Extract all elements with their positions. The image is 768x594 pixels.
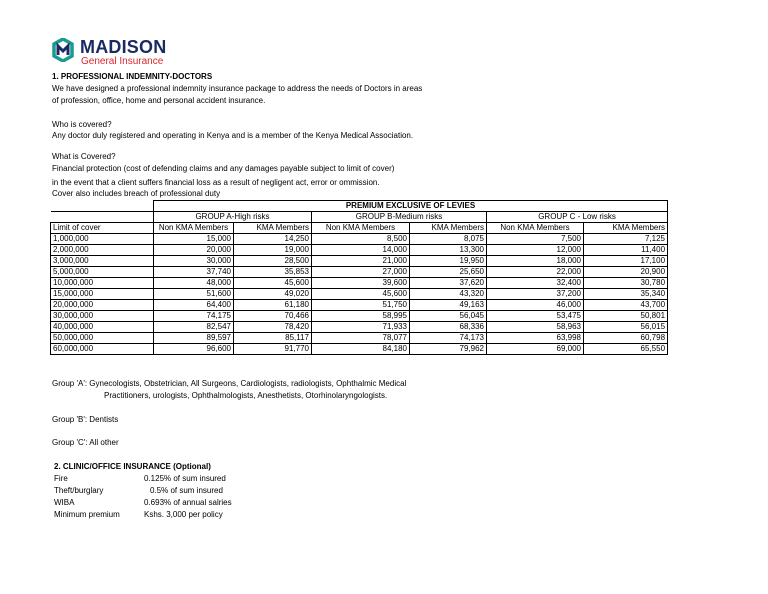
premium-cell: 20,900 bbox=[584, 267, 668, 278]
limit-of-cover-cell: 30,000,000 bbox=[51, 311, 154, 322]
premium-cell: 89,597 bbox=[154, 333, 234, 344]
premium-cell: 43,320 bbox=[410, 289, 487, 300]
premium-cell: 58,963 bbox=[487, 322, 584, 333]
premium-cell: 61,180 bbox=[234, 300, 312, 311]
limit-of-cover-cell: 1,000,000 bbox=[51, 234, 154, 245]
table-row bbox=[51, 300, 668, 311]
column-header: Non KMA Members bbox=[154, 223, 234, 234]
premium-cell: 46,000 bbox=[487, 300, 584, 311]
clinic-label: Fire bbox=[54, 474, 68, 483]
premium-table-body bbox=[51, 234, 668, 355]
premium-cell: 39,600 bbox=[312, 278, 410, 289]
premium-cell: 51,750 bbox=[312, 300, 410, 311]
limit-of-cover-cell: 5,000,000 bbox=[51, 267, 154, 278]
clinic-row bbox=[54, 509, 232, 521]
section1-title: 1. PROFESSIONAL INDEMNITY-DOCTORS bbox=[52, 72, 213, 81]
premium-cell: 49,163 bbox=[410, 300, 487, 311]
limit-of-cover-cell: 15,000,000 bbox=[51, 289, 154, 300]
group-b-line: Group 'B': Dentists bbox=[52, 415, 119, 424]
premium-cell: 82,547 bbox=[154, 322, 234, 333]
who-covered-text: Any doctor duly registered and operating in Kenya and is a member of the Kenya Medical Association. bbox=[52, 131, 414, 140]
premium-cell: 12,000 bbox=[487, 245, 584, 256]
premium-cell: 79,962 bbox=[410, 344, 487, 355]
column-header: Non KMA Members bbox=[312, 223, 410, 234]
logo-brand: MADISON bbox=[80, 37, 167, 57]
limit-of-cover-header: Limit of cover bbox=[51, 223, 154, 234]
premium-cell: 74,173 bbox=[410, 333, 487, 344]
premium-cell: 45,600 bbox=[312, 289, 410, 300]
group-a-header: GROUP A-High risks bbox=[154, 212, 312, 223]
premium-cell: 20,000 bbox=[154, 245, 234, 256]
premium-cell: 37,200 bbox=[487, 289, 584, 300]
what-covered-line-3: Cover also includes breach of professional duty bbox=[52, 189, 221, 198]
premium-cell: 19,950 bbox=[410, 256, 487, 267]
premium-cell: 15,000 bbox=[154, 234, 234, 245]
table-row bbox=[51, 333, 668, 344]
premium-cell: 13,300 bbox=[410, 245, 487, 256]
premium-cell: 25,650 bbox=[410, 267, 487, 278]
column-header: Non KMA Members bbox=[487, 223, 584, 234]
premium-cell: 68,336 bbox=[410, 322, 487, 333]
premium-cell: 74,175 bbox=[154, 311, 234, 322]
table-row bbox=[51, 289, 668, 300]
group-b-header: GROUP B-Medium risks bbox=[312, 212, 487, 223]
premium-cell: 69,000 bbox=[487, 344, 584, 355]
table-row bbox=[51, 311, 668, 322]
column-header: KMA Members bbox=[584, 223, 668, 234]
table-corner-cell bbox=[51, 212, 154, 223]
premium-cell: 78,420 bbox=[234, 322, 312, 333]
what-covered-title: What is Covered? bbox=[52, 152, 116, 161]
premium-cell: 50,801 bbox=[584, 311, 668, 322]
premium-cell: 27,000 bbox=[312, 267, 410, 278]
limit-of-cover-cell: 3,000,000 bbox=[51, 256, 154, 267]
limit-of-cover-cell: 20,000,000 bbox=[51, 300, 154, 311]
who-covered-title: Who is covered? bbox=[52, 120, 112, 129]
limit-of-cover-cell: 40,000,000 bbox=[51, 322, 154, 333]
premium-cell: 48,000 bbox=[154, 278, 234, 289]
premium-cell: 21,000 bbox=[312, 256, 410, 267]
premium-cell: 7,125 bbox=[584, 234, 668, 245]
premium-cell: 56,045 bbox=[410, 311, 487, 322]
premium-cell: 35,853 bbox=[234, 267, 312, 278]
table-row bbox=[51, 278, 668, 289]
clinic-value: 0.693% of annual salries bbox=[144, 498, 232, 507]
premium-cell: 30,000 bbox=[154, 256, 234, 267]
premium-cell: 28,500 bbox=[234, 256, 312, 267]
premium-cell: 60,798 bbox=[584, 333, 668, 344]
premium-cell: 32,400 bbox=[487, 278, 584, 289]
premium-cell: 53,475 bbox=[487, 311, 584, 322]
premium-cell: 71,933 bbox=[312, 322, 410, 333]
limit-of-cover-cell: 50,000,000 bbox=[51, 333, 154, 344]
premium-cell: 49,020 bbox=[234, 289, 312, 300]
premium-cell: 84,180 bbox=[312, 344, 410, 355]
premium-cell: 18,000 bbox=[487, 256, 584, 267]
premium-cell: 96,600 bbox=[154, 344, 234, 355]
premium-cell: 35,340 bbox=[584, 289, 668, 300]
premium-cell: 85,117 bbox=[234, 333, 312, 344]
premium-cell: 8,075 bbox=[410, 234, 487, 245]
clinic-row bbox=[54, 497, 232, 509]
table-row bbox=[51, 344, 668, 355]
premium-cell: 8,500 bbox=[312, 234, 410, 245]
clinic-value: 0.5% of sum insured bbox=[150, 486, 223, 495]
madison-logo bbox=[52, 36, 232, 68]
premium-cell: 51,600 bbox=[154, 289, 234, 300]
intro-line-2: of profession, office, home and personal accident insurance. bbox=[52, 96, 266, 105]
premium-cell: 58,995 bbox=[312, 311, 410, 322]
group-a-line-1: Group 'A': Gynecologists, Obstetrician, All Surgeons, Cardiologists, radiologists, Ophthalmic Medical bbox=[52, 379, 407, 388]
premium-cell: 70,466 bbox=[234, 311, 312, 322]
table-row bbox=[51, 267, 668, 278]
premium-cell: 91,770 bbox=[234, 344, 312, 355]
group-c-header: GROUP C - Low risks bbox=[487, 212, 668, 223]
what-covered-line-2: in the event that a client suffers financial loss as a result of negligent act, error or ommission. bbox=[52, 178, 380, 187]
table-row bbox=[51, 322, 668, 333]
clinic-label: Minimum premium bbox=[54, 510, 120, 519]
clinic-value: Kshs. 3,000 per policy bbox=[144, 510, 223, 519]
premium-cell: 22,000 bbox=[487, 267, 584, 278]
premium-cell: 64,400 bbox=[154, 300, 234, 311]
premium-cell: 65,550 bbox=[584, 344, 668, 355]
premium-cell: 19,000 bbox=[234, 245, 312, 256]
premium-cell: 11,400 bbox=[584, 245, 668, 256]
premium-cell: 14,250 bbox=[234, 234, 312, 245]
clinic-insurance-table bbox=[54, 473, 232, 521]
group-c-line: Group 'C': All other bbox=[52, 438, 119, 447]
limit-of-cover-cell: 60,000,000 bbox=[51, 344, 154, 355]
what-covered-line-1: Financial protection (cost of defending claims and any damages payable subject to limit of cover) bbox=[52, 164, 395, 173]
table-row bbox=[51, 256, 668, 267]
column-header: KMA Members bbox=[234, 223, 312, 234]
premium-header: PREMIUM EXCLUSIVE OF LEVIES bbox=[154, 201, 668, 212]
premium-cell: 78,077 bbox=[312, 333, 410, 344]
premium-cell: 7,500 bbox=[487, 234, 584, 245]
clinic-value: 0.125% of sum insured bbox=[144, 474, 226, 483]
clinic-row bbox=[54, 473, 232, 485]
madison-logo-icon bbox=[52, 38, 74, 62]
premium-cell: 17,100 bbox=[584, 256, 668, 267]
premium-cell: 63,998 bbox=[487, 333, 584, 344]
limit-of-cover-cell: 10,000,000 bbox=[51, 278, 154, 289]
column-header: KMA Members bbox=[410, 223, 487, 234]
table-corner-cell bbox=[51, 201, 154, 212]
premium-cell: 30,780 bbox=[584, 278, 668, 289]
premium-cell: 56,015 bbox=[584, 322, 668, 333]
group-a-line-2: Practitioners, urologists, Ophthalmologists, Anesthetists, Otorhinolaryngologists. bbox=[104, 391, 388, 400]
clinic-label: Theft/burglary bbox=[54, 486, 104, 495]
section2-title: 2. CLINIC/OFFICE INSURANCE (Optional) bbox=[54, 462, 211, 471]
intro-line-1: We have designed a professional indemnity insurance package to address the needs of Doctors in areas bbox=[52, 84, 423, 93]
table-row bbox=[51, 245, 668, 256]
premium-cell: 37,740 bbox=[154, 267, 234, 278]
clinic-row bbox=[54, 485, 232, 497]
logo-subtitle: General Insurance bbox=[81, 56, 164, 67]
premium-cell: 45,600 bbox=[234, 278, 312, 289]
limit-of-cover-cell: 2,000,000 bbox=[51, 245, 154, 256]
table-row bbox=[51, 234, 668, 245]
clinic-label: WIBA bbox=[54, 498, 75, 507]
premium-cell: 43,700 bbox=[584, 300, 668, 311]
premium-cell: 37,620 bbox=[410, 278, 487, 289]
premium-table bbox=[50, 200, 668, 355]
premium-cell: 14,000 bbox=[312, 245, 410, 256]
